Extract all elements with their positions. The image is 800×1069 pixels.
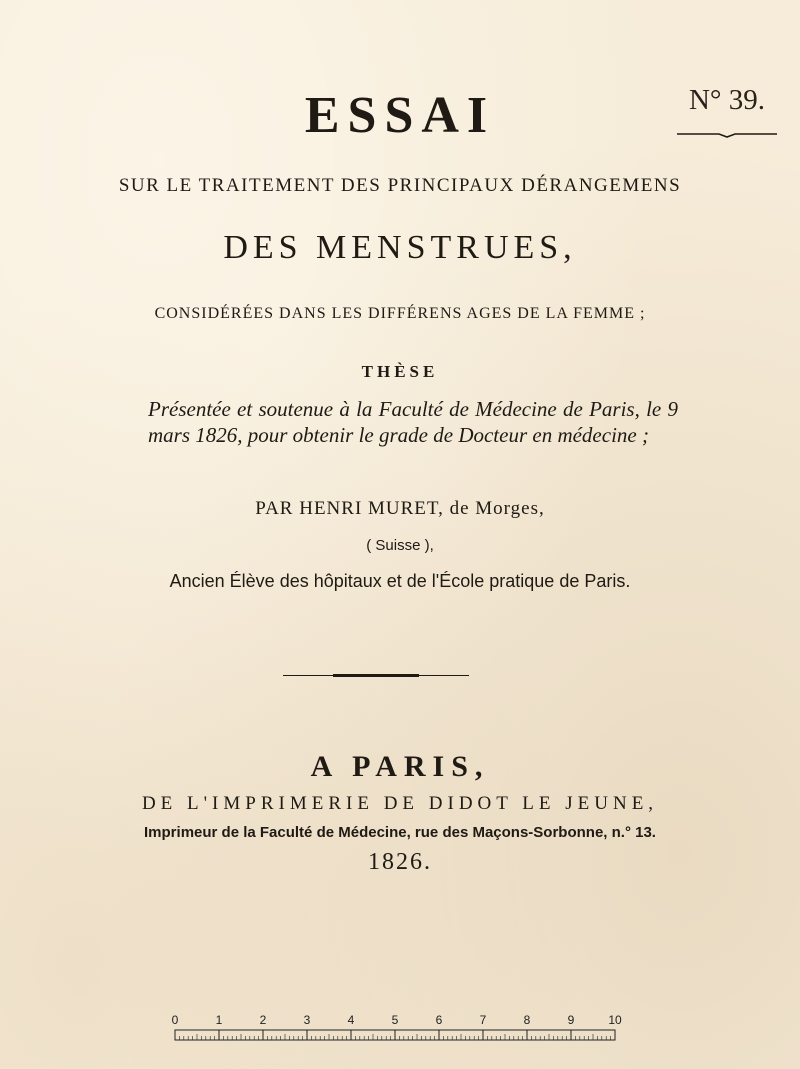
title-line-3: CONSIDÉRÉES DANS LES DIFFÉRENS AGES DE LA FEMME ; (154, 305, 646, 322)
author-line: PAR HENRI MURET, de Morges, (255, 498, 545, 519)
scale-label: 9 (567, 1013, 575, 1027)
imprint-printer: DE L'IMPRIMERIE DE DIDOT LE JEUNE, (141, 793, 659, 814)
scale-label: 0 (171, 1013, 179, 1027)
scale-label: 1 (215, 1013, 223, 1027)
imprint-city: A PARIS, (310, 750, 490, 783)
title-line-1: SUR LE TRAITEMENT DES PRINCIPAUX DÉRANGEMENS (118, 175, 682, 196)
scale-label: 10 (608, 1013, 622, 1027)
scale-label: 8 (523, 1013, 531, 1027)
these-label: THÈSE (361, 362, 439, 381)
title-line-2: DES MENSTRUES, (223, 229, 577, 266)
scale-label: 7 (479, 1013, 487, 1027)
scale-label: 4 (347, 1013, 355, 1027)
scale-label: 6 (435, 1013, 443, 1027)
scale-label: 5 (391, 1013, 399, 1027)
number-label: N° 39. (688, 84, 766, 116)
author-origin: ( Suisse ), (366, 537, 434, 554)
imprint-year: 1826. (368, 849, 432, 875)
measurement-scale (170, 1010, 640, 1046)
imprint-printer-detail: Imprimeur de la Faculté de Médecine, rue des Maçons-Sorbonne, n.° 13. (144, 824, 656, 841)
scale-label: 2 (259, 1013, 267, 1027)
presentation-text: Présentée et soutenue à la Faculté de Médecine de Paris, le 9 mars 1826, pour obtenir le grade de Docteur en médecine ; (148, 397, 678, 447)
middle-rule (283, 673, 469, 679)
author-credentials: Ancien Élève des hôpitaux et de l'École pratique de Paris. (169, 571, 631, 591)
title-essai: ESSAI (304, 87, 496, 144)
scale-label: 3 (303, 1013, 311, 1027)
